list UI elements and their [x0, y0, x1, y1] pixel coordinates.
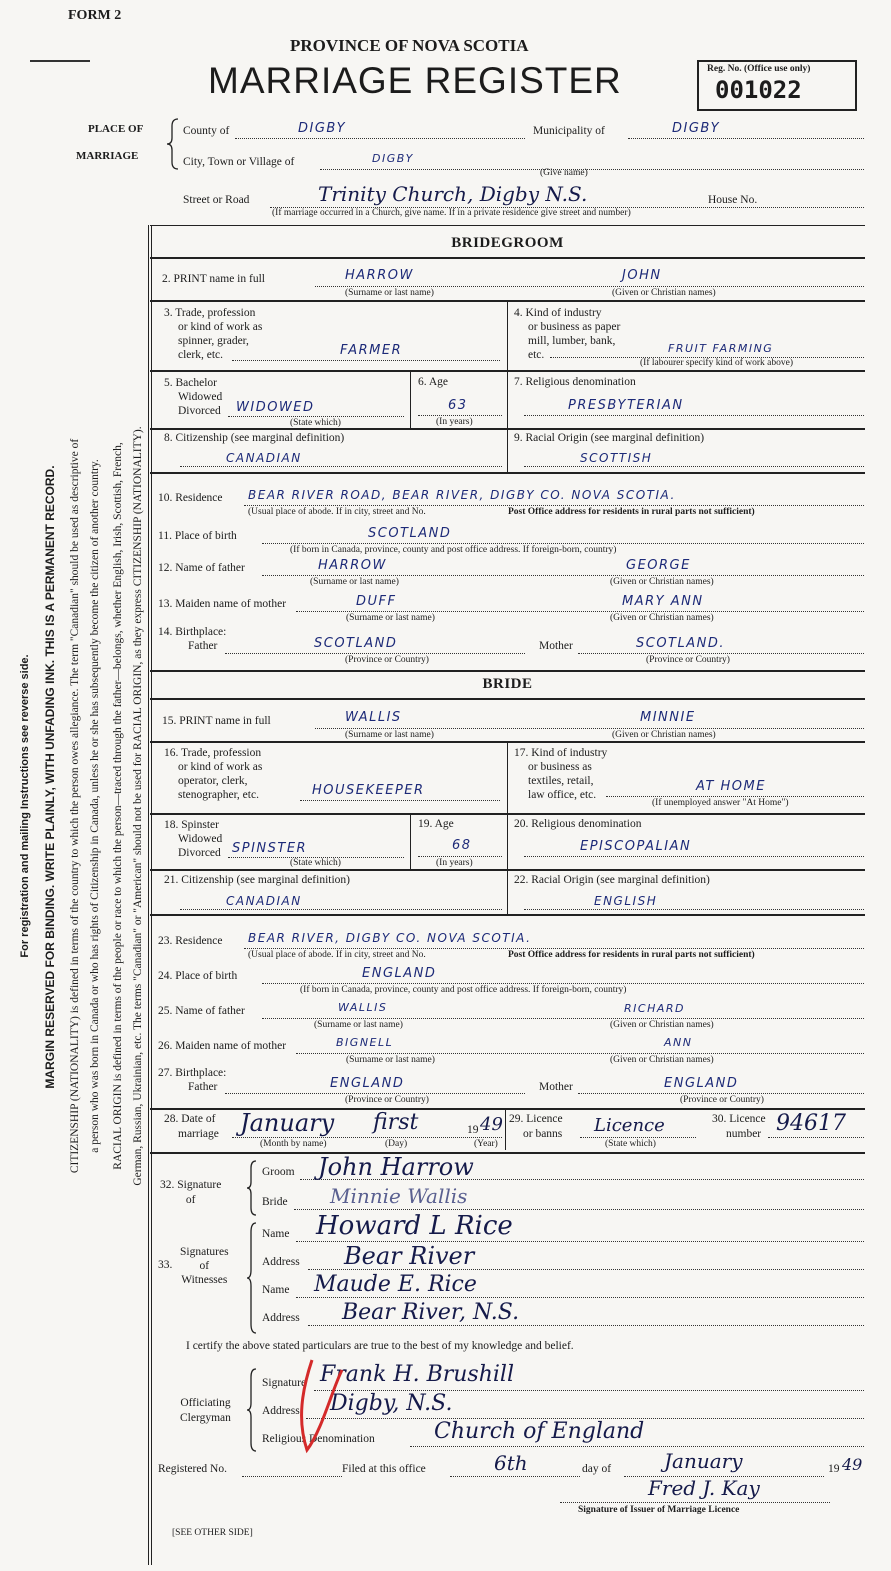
bride-given: MINNIE — [640, 710, 696, 725]
licence-number-label: 30. Licence number — [712, 1113, 766, 1140]
clergy-denomination: Church of England — [434, 1419, 645, 1444]
caption: (Given or Christian names) — [610, 577, 714, 587]
b-trade-label: 16. Trade, profession or kind of work as operator, clerk, stenographer, etc. — [164, 747, 263, 801]
g-status-label: 5. Bachelor Widowed Divorced — [164, 377, 223, 417]
licence-or-banns: Licence — [594, 1115, 665, 1136]
line — [300, 800, 500, 801]
g-industry-label: 4. Kind of industry or business as paper mill, lumber, bank, etc. — [514, 307, 621, 361]
line — [418, 415, 502, 416]
divider — [507, 813, 508, 869]
margin-citizenship-1: CITIZENSHIP (NATIONALITY) is defined in terms of the country to which the person owes allegiance. The term "Canadian" should be used as descriptive of — [69, 438, 81, 1174]
w2-address-label: Address — [262, 1312, 300, 1324]
caption: (Given or Christian names) — [610, 1055, 714, 1065]
margin-mark — [30, 60, 90, 62]
caption: (In years) — [436, 417, 473, 427]
rule — [150, 670, 865, 672]
bride-trade: HOUSEKEEPER — [312, 783, 425, 798]
mother-label: Mother — [539, 1081, 573, 1093]
line — [262, 575, 864, 576]
bride-sig-label: Bride — [262, 1196, 288, 1208]
caption: (Province or Country) — [345, 1095, 429, 1105]
line — [524, 415, 864, 416]
caption: (In years) — [436, 858, 473, 868]
line — [180, 909, 502, 910]
caption: (Province or Country) — [345, 655, 429, 665]
line — [315, 728, 864, 729]
groom-industry: FRUIT FARMING — [668, 342, 774, 355]
b-mother-label: 26. Maiden name of mother — [158, 1040, 287, 1052]
b-industry-label: 17. Kind of industry or business as textiles, retail, law office, etc. — [514, 747, 608, 801]
caption: (Year) — [474, 1139, 498, 1149]
caption: (Given or Christian names) — [612, 288, 716, 298]
caption: (Usual place of abode. If in city, street and No. — [248, 507, 426, 517]
rule — [150, 1152, 865, 1154]
caption: (Surname or last name) — [345, 730, 434, 740]
groom-age: 63 — [448, 398, 468, 413]
bride-industry: AT HOME — [696, 779, 766, 794]
father-label: Father — [188, 1081, 218, 1093]
groom-signature: John Harrow — [318, 1153, 474, 1181]
w1-name-label: Name — [262, 1228, 290, 1240]
line — [606, 796, 864, 797]
margin-racial-2: German, Russian, Ukrainian, etc. The terms "Canadian" or "American" should not be used for RACIAL ORIGIN, as they express CITIZENSHIP (NATIONALITY). — [132, 426, 144, 1186]
reg-no-value: 001022 — [715, 76, 802, 104]
bride-heading: BRIDE — [482, 676, 533, 692]
clergy-address: Digby, N.S. — [330, 1391, 453, 1416]
b-religion-label: 20. Religious denomination — [514, 818, 642, 830]
groom-religion: PRESBYTERIAN — [568, 398, 684, 413]
b-birthplaces-label: 27. Birthplace: — [158, 1067, 227, 1079]
give-name-caption: (Give name) — [540, 168, 588, 178]
line — [524, 856, 864, 857]
county-label: County of — [183, 125, 230, 137]
rule — [150, 698, 865, 700]
witness2-name: Maude E. Rice — [314, 1272, 477, 1297]
b-status-label: 18. Spinster Widowed Divorced — [164, 819, 223, 859]
caption: (Surname or last name) — [346, 613, 435, 623]
municipality-label: Municipality of — [533, 125, 605, 137]
clergy-signature: Frank H. Brushill — [320, 1362, 514, 1387]
w2-name-label: Name — [262, 1284, 290, 1296]
caption: (If born in Canada, province, county and post office address. If foreign-born, country) — [290, 545, 617, 555]
groom-father-given: GEORGE — [626, 558, 691, 573]
caption: (Usual place of abode. If in city, street and No. — [248, 950, 426, 960]
line — [418, 856, 502, 857]
line — [228, 416, 404, 417]
bride-father-surname: WALLIS — [338, 1001, 388, 1014]
g-birthplace-label: 11. Place of birth — [158, 530, 237, 542]
bride-surname: WALLIS — [345, 710, 402, 725]
caption: (Day) — [385, 1139, 408, 1149]
municipality-line — [628, 138, 864, 139]
b-name-label: 15. PRINT name in full — [162, 715, 271, 727]
g-name-label-text: 2. PRINT name in full — [162, 273, 265, 285]
line — [232, 1137, 502, 1138]
divider — [507, 869, 508, 914]
groom-father-surname: HARROW — [318, 558, 387, 573]
b-father-label: 25. Name of father — [158, 1005, 245, 1017]
red-check-mark — [282, 1350, 352, 1454]
divider — [507, 428, 508, 472]
city-value: DIGBY — [372, 152, 414, 165]
groom-mother-birthplace: SCOTLAND. — [636, 636, 726, 651]
divider — [410, 813, 411, 869]
line — [244, 948, 864, 949]
house-label: House No. — [708, 194, 758, 206]
mother-label: Mother — [539, 640, 573, 652]
licence-number: 94617 — [776, 1111, 846, 1136]
caption: Post Office address for residents in rural parts not sufficient) — [508, 950, 755, 960]
groom-citizenship: CANADIAN — [226, 451, 302, 465]
groom-birthplace: SCOTLAND — [368, 526, 452, 541]
father-label: Father — [188, 640, 218, 652]
caption: (Given or Christian names) — [610, 613, 714, 623]
g-trade-label: 3. Trade, profession or kind of work as spinner, grader, clerk, etc. — [164, 307, 263, 361]
filed-year: 49 — [842, 1455, 863, 1474]
groom-sig-label: Groom — [262, 1166, 295, 1178]
bride-birthplace: ENGLAND — [362, 966, 437, 981]
caption: (If born in Canada, province, county and post office address. If foreign-born, country) — [300, 985, 627, 995]
denomination-label: Religious Denomination — [262, 1433, 375, 1445]
caption: Post Office address for residents in rural parts not sufficient) — [508, 507, 755, 517]
line — [315, 286, 864, 287]
certification-text: I certify the above stated particulars are true to the best of my knowledge and belief. — [186, 1340, 574, 1352]
line — [578, 1093, 864, 1094]
caption: (Given or Christian names) — [612, 730, 716, 740]
issuer-signature: Fred J. Kay — [648, 1476, 760, 1500]
filed-day: 6th — [494, 1451, 528, 1475]
groom-surname: HARROW — [345, 268, 414, 283]
rule — [150, 472, 865, 474]
caption: (Province or Country) — [646, 655, 730, 665]
g-residence-label: 10. Residence — [158, 492, 223, 504]
margin-instructions: For registration and mailing Instructions see reverse side. — [19, 654, 31, 958]
line — [244, 505, 864, 506]
line — [580, 1137, 696, 1138]
rule — [150, 225, 865, 226]
page-title: MARRIAGE REGISTER — [208, 60, 622, 101]
bridegroom-heading: BRIDEGROOM — [451, 235, 564, 251]
line — [262, 983, 864, 984]
divider — [410, 370, 411, 428]
bride-status: SPINSTER — [232, 841, 308, 856]
city-line — [320, 169, 864, 170]
bride-father-given: RICHARD — [624, 1002, 685, 1015]
bride-mother-given: ANN — [664, 1036, 693, 1049]
line — [560, 1502, 830, 1503]
bride-father-birthplace: ENGLAND — [330, 1076, 405, 1091]
line — [524, 466, 864, 467]
g-birthplaces-label: 14. Birthplace: — [158, 626, 227, 638]
filed-label: Filed at this office — [342, 1463, 426, 1475]
line — [524, 909, 864, 910]
g-father-label: 12. Name of father — [158, 562, 245, 574]
licence-label: 29. Licence or banns — [509, 1113, 563, 1140]
rule — [150, 914, 865, 916]
b-racial-label: 22. Racial Origin (see marginal definition) — [514, 874, 710, 886]
line — [296, 1053, 864, 1054]
reg-no-box — [697, 60, 857, 111]
bride-citizenship: CANADIAN — [226, 894, 302, 908]
witness1-address: Bear River — [344, 1242, 475, 1270]
marriage-year: 49 — [480, 1114, 503, 1135]
sig33-label: Signatures of Witnesses — [180, 1246, 229, 1286]
divider — [507, 741, 508, 813]
brace-icon — [166, 118, 180, 170]
margin-racial-1: RACIAL ORIGIN is defined in terms of the people or race to which the person—traced through the father—belongs, whether English, Irish, Scottish, French, — [112, 442, 124, 1170]
rule — [150, 257, 865, 259]
bride-racial: ENGLISH — [594, 894, 658, 908]
g-age-label: 6. Age — [418, 376, 449, 388]
province-heading: PROVINCE OF NOVA SCOTIA — [290, 36, 529, 55]
line — [225, 653, 525, 654]
bride-mother-birthplace: ENGLAND — [664, 1076, 739, 1091]
margin-binding-note: MARGIN RESERVED FOR BINDING. WRITE PLAINLY, WITH UNFADING INK. THIS IS A PERMANENT RECORD. — [43, 465, 57, 1089]
line — [262, 1018, 864, 1019]
brace-icon — [246, 1368, 258, 1452]
b-residence-label: 23. Residence — [158, 935, 223, 947]
witness1-name: Howard L Rice — [316, 1211, 513, 1241]
issuer-label: Signature of Issuer of Marriage Licence — [578, 1505, 740, 1515]
place-label-2: MARRIAGE — [76, 150, 139, 162]
g-mother-label: 13. Maiden name of mother — [158, 598, 287, 610]
street-value: Trinity Church, Digby N.S. — [318, 182, 588, 206]
brace-icon — [246, 1222, 258, 1334]
clergy-address-label: Address — [262, 1405, 300, 1417]
officiating-label: Officiating Clergyman — [180, 1397, 231, 1424]
date-label: 28. Date of marriage — [164, 1113, 219, 1140]
line — [225, 1093, 525, 1094]
form-number: FORM 2 — [68, 8, 122, 23]
caption: (Given or Christian names) — [610, 1020, 714, 1030]
line — [232, 360, 500, 361]
county-line — [235, 138, 525, 139]
groom-residence: BEAR RIVER ROAD, BEAR RIVER, DIGBY CO. NOVA SCOTIA. — [248, 488, 676, 502]
sig33-num: 33. — [158, 1259, 173, 1271]
marriage-month: January — [240, 1109, 335, 1137]
caption: (Surname or last name) — [310, 577, 399, 587]
year-prefix: 19 — [828, 1463, 840, 1475]
caption: (Surname or last name) — [345, 288, 434, 298]
day-of-label: day of — [582, 1463, 612, 1475]
caption: (State which) — [290, 418, 341, 428]
caption: (If unemployed answer "At Home") — [652, 798, 789, 808]
city-label: City, Town or Village of — [183, 156, 295, 168]
b-age-label: 19. Age — [418, 818, 454, 830]
county-value: DIGBY — [298, 121, 347, 136]
caption: (Surname or last name) — [314, 1020, 403, 1030]
bride-residence: BEAR RIVER, DIGBY CO. NOVA SCOTIA. — [248, 931, 532, 945]
divider — [505, 1110, 506, 1150]
g-racial-label: 9. Racial Origin (see marginal definition) — [514, 432, 705, 444]
groom-mother-surname: DUFF — [356, 594, 397, 609]
bride-age: 68 — [452, 838, 472, 853]
caption: (State which) — [290, 858, 341, 868]
line — [296, 611, 864, 612]
street-note: (If marriage occurred in a Church, give name. If in a private residence give street and number) — [272, 208, 631, 218]
caption: (Surname or last name) — [346, 1055, 435, 1065]
sig32-label: 32. Signature of — [160, 1179, 222, 1206]
street-label: Street or Road — [183, 194, 250, 206]
line — [180, 466, 502, 467]
groom-racial: SCOTTISH — [580, 451, 653, 465]
bride-religion: EPISCOPALIAN — [580, 839, 692, 854]
caption: (If labourer specify kind of work above) — [640, 358, 793, 368]
groom-trade: FARMER — [340, 343, 403, 358]
line — [262, 543, 864, 544]
line — [294, 1209, 864, 1210]
line — [450, 1476, 580, 1477]
marriage-day: first — [373, 1110, 419, 1135]
groom-given: JOHN — [622, 268, 662, 283]
witness2-address: Bear River, N.S. — [342, 1300, 520, 1325]
groom-father-birthplace: SCOTLAND — [314, 636, 398, 651]
form-left-border — [148, 225, 152, 1565]
groom-status: WIDOWED — [236, 400, 315, 415]
brace-icon — [246, 1160, 258, 1216]
see-other-side: [SEE OTHER SIDE] — [172, 1528, 253, 1538]
filed-month: January — [664, 1449, 743, 1473]
b-citizenship-label: 21. Citizenship (see marginal definition) — [164, 874, 350, 886]
g-name-label — [162, 273, 265, 285]
place-label: PLACE OF — [88, 123, 144, 135]
w1-address-label: Address — [262, 1256, 300, 1268]
line — [410, 1446, 864, 1447]
caption: (Province or Country) — [680, 1095, 764, 1105]
groom-mother-given: MARY ANN — [622, 594, 704, 609]
bride-signature: Minnie Wallis — [330, 1184, 468, 1208]
caption: (Month by name) — [260, 1139, 327, 1149]
divider — [507, 300, 508, 370]
divider — [507, 370, 508, 428]
line — [242, 1476, 342, 1477]
caption: (State which) — [605, 1139, 656, 1149]
g-religion-label: 7. Religious denomination — [514, 376, 636, 388]
line — [578, 653, 864, 654]
year-prefix: 19 — [467, 1124, 479, 1136]
margin-citizenship-2: a person who was born in Canada or who has rights of Citizenship in Canada, unless he or she has subsequently become the citizen of another country. — [89, 459, 101, 1153]
line — [768, 1137, 864, 1138]
reg-no-label: Reg. No. (Office use only) — [707, 64, 811, 74]
clergy-sig-label: Signature — [262, 1377, 307, 1389]
b-birthplace-label: 24. Place of birth — [158, 970, 238, 982]
bride-mother-surname: BIGNELL — [336, 1036, 394, 1049]
municipality-value: DIGBY — [672, 121, 721, 136]
g-citizenship-label: 8. Citizenship (see marginal definition) — [164, 432, 345, 444]
registered-no-label: Registered No. — [158, 1463, 227, 1475]
